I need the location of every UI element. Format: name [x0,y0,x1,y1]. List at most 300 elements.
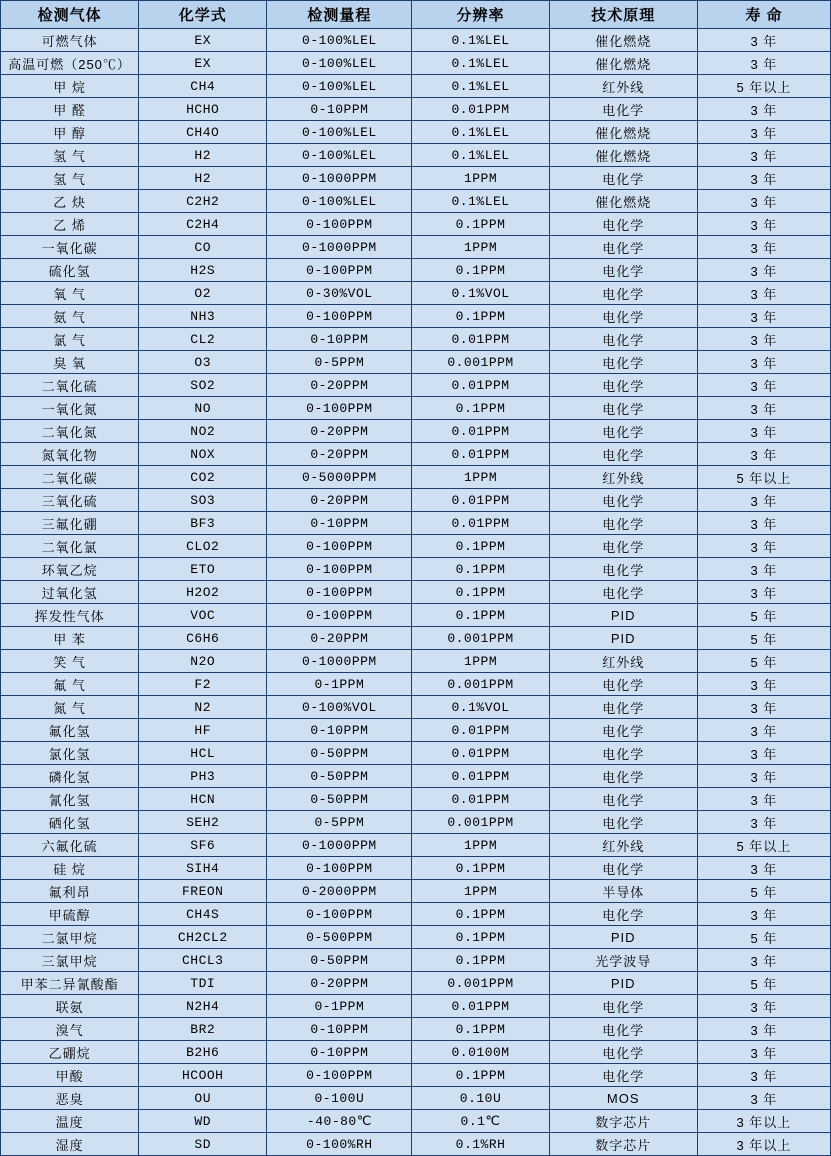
table-row [1,995,831,1018]
cell-resolution: 0.1%LEL [412,121,549,144]
cell-technical-principle: MOS [549,1087,697,1110]
cell-chemical-formula: O3 [139,351,267,374]
cell-lifespan: 3 年 [697,765,830,788]
cell-chemical-formula: FREON [139,880,267,903]
table-row [1,236,831,259]
column-header-chemical-formula: 化学式 [139,1,267,29]
cell-gas-name: 一氧化碳 [1,236,139,259]
cell-gas-name: 笑 气 [1,650,139,673]
cell-detection-range: 0-100PPM [267,604,412,627]
cell-technical-principle: 电化学 [549,811,697,834]
cell-lifespan: 3 年 [697,29,830,52]
cell-lifespan: 3 年 [697,581,830,604]
cell-gas-name: 甲酸 [1,1064,139,1087]
cell-lifespan: 5 年 [697,604,830,627]
cell-resolution: 0.1PPM [412,1018,549,1041]
cell-chemical-formula: C2H4 [139,213,267,236]
cell-gas-name: 甲 醛 [1,98,139,121]
cell-technical-principle: 电化学 [549,167,697,190]
cell-lifespan: 3 年 [697,995,830,1018]
cell-detection-range: 0-1000PPM [267,834,412,857]
cell-lifespan: 3 年 [697,742,830,765]
cell-lifespan: 3 年 [697,305,830,328]
cell-chemical-formula: H2S [139,259,267,282]
cell-technical-principle: 电化学 [549,328,697,351]
cell-technical-principle: 数字芯片 [549,1133,697,1156]
cell-chemical-formula: SD [139,1133,267,1156]
cell-chemical-formula: BR2 [139,1018,267,1041]
cell-detection-range: 0-100%VOL [267,696,412,719]
table-row [1,282,831,305]
cell-technical-principle: 电化学 [549,788,697,811]
cell-technical-principle: 电化学 [549,673,697,696]
cell-resolution: 0.1PPM [412,397,549,420]
cell-technical-principle: 光学波导 [549,949,697,972]
cell-chemical-formula: N2H4 [139,995,267,1018]
cell-technical-principle: 数字芯片 [549,1110,697,1133]
cell-detection-range: 0-10PPM [267,98,412,121]
cell-technical-principle: 红外线 [549,466,697,489]
cell-gas-name: 甲 醇 [1,121,139,144]
cell-detection-range: 0-100U [267,1087,412,1110]
table-row [1,29,831,52]
cell-detection-range: 0-1PPM [267,995,412,1018]
cell-resolution: 0.1PPM [412,581,549,604]
table-row [1,1110,831,1133]
cell-technical-principle: 催化燃烧 [549,144,697,167]
cell-resolution: 0.1PPM [412,535,549,558]
cell-resolution: 0.1%LEL [412,190,549,213]
cell-resolution: 0.1%LEL [412,144,549,167]
cell-detection-range: 0-2000PPM [267,880,412,903]
cell-lifespan: 3 年 [697,443,830,466]
cell-gas-name: 氮 气 [1,696,139,719]
cell-resolution: 0.1PPM [412,1064,549,1087]
cell-detection-range: 0-1000PPM [267,236,412,259]
table-row [1,880,831,903]
cell-resolution: 0.1PPM [412,604,549,627]
cell-gas-name: 恶臭 [1,1087,139,1110]
cell-resolution: 0.1PPM [412,259,549,282]
table-row [1,903,831,926]
table-row [1,1064,831,1087]
cell-detection-range: 0-50PPM [267,788,412,811]
cell-technical-principle: 电化学 [549,489,697,512]
cell-detection-range: 0-1000PPM [267,167,412,190]
column-header-resolution: 分辨率 [412,1,549,29]
cell-gas-name: 硒化氢 [1,811,139,834]
table-row [1,650,831,673]
table-row [1,1087,831,1110]
cell-resolution: 0.1PPM [412,305,549,328]
cell-chemical-formula: SO3 [139,489,267,512]
cell-lifespan: 3 年 [697,374,830,397]
cell-lifespan: 5 年 [697,972,830,995]
cell-technical-principle: 电化学 [549,903,697,926]
cell-technical-principle: PID [549,972,697,995]
cell-chemical-formula: NO2 [139,420,267,443]
cell-lifespan: 3 年 [697,1041,830,1064]
cell-detection-range: 0-20PPM [267,972,412,995]
table-row [1,673,831,696]
table-row [1,259,831,282]
cell-technical-principle: PID [549,604,697,627]
cell-detection-range: 0-100%RH [267,1133,412,1156]
cell-lifespan: 3 年 [697,236,830,259]
cell-technical-principle: 电化学 [549,995,697,1018]
cell-chemical-formula: C6H6 [139,627,267,650]
cell-lifespan: 3 年 [697,1064,830,1087]
cell-gas-name: 二氧化氯 [1,535,139,558]
cell-technical-principle: 电化学 [549,98,697,121]
cell-chemical-formula: OU [139,1087,267,1110]
cell-resolution: 1PPM [412,236,549,259]
table-row [1,213,831,236]
cell-resolution: 0.01PPM [412,995,549,1018]
cell-chemical-formula: SIH4 [139,857,267,880]
cell-lifespan: 3 年 [697,420,830,443]
cell-chemical-formula: N2 [139,696,267,719]
cell-detection-range: 0-5000PPM [267,466,412,489]
cell-chemical-formula: H2 [139,167,267,190]
cell-gas-name: 二氯甲烷 [1,926,139,949]
cell-gas-name: 过氧化氢 [1,581,139,604]
cell-gas-name: 挥发性气体 [1,604,139,627]
cell-technical-principle: 电化学 [549,443,697,466]
cell-detection-range: 0-100%LEL [267,144,412,167]
cell-resolution: 0.1PPM [412,558,549,581]
cell-resolution: 0.01PPM [412,374,549,397]
table-row [1,351,831,374]
cell-technical-principle: 电化学 [549,857,697,880]
cell-lifespan: 5 年以上 [697,466,830,489]
table-row [1,1018,831,1041]
cell-lifespan: 3 年 [697,949,830,972]
cell-technical-principle: 红外线 [549,834,697,857]
table-row [1,1133,831,1156]
cell-chemical-formula: PH3 [139,765,267,788]
cell-chemical-formula: SO2 [139,374,267,397]
table-row [1,696,831,719]
table-row [1,604,831,627]
column-header-lifespan: 寿 命 [697,1,830,29]
cell-detection-range: 0-100PPM [267,1064,412,1087]
cell-gas-name: 高温可燃（250℃） [1,52,139,75]
table-row [1,328,831,351]
cell-technical-principle: 电化学 [549,259,697,282]
cell-detection-range: 0-10PPM [267,512,412,535]
cell-chemical-formula: NO [139,397,267,420]
cell-chemical-formula: N2O [139,650,267,673]
table-row [1,627,831,650]
cell-detection-range: 0-500PPM [267,926,412,949]
cell-chemical-formula: HCHO [139,98,267,121]
cell-gas-name: 乙 炔 [1,190,139,213]
cell-technical-principle: 电化学 [549,742,697,765]
cell-chemical-formula: O2 [139,282,267,305]
cell-lifespan: 3 年 [697,167,830,190]
cell-lifespan: 3 年 [697,558,830,581]
cell-resolution: 0.10U [412,1087,549,1110]
cell-gas-name: 湿度 [1,1133,139,1156]
cell-chemical-formula: NOX [139,443,267,466]
cell-resolution: 0.001PPM [412,627,549,650]
cell-resolution: 0.01PPM [412,765,549,788]
cell-technical-principle: 电化学 [549,535,697,558]
cell-lifespan: 3 年 [697,351,830,374]
cell-chemical-formula: HCL [139,742,267,765]
cell-gas-name: 甲 苯 [1,627,139,650]
table-row [1,834,831,857]
table-row [1,558,831,581]
cell-resolution: 0.1%VOL [412,282,549,305]
cell-gas-name: 三氯甲烷 [1,949,139,972]
cell-lifespan: 3 年 [697,190,830,213]
cell-resolution: 0.1PPM [412,949,549,972]
cell-lifespan: 3 年 [697,489,830,512]
cell-gas-name: 一氧化氮 [1,397,139,420]
cell-detection-range: 0-100%LEL [267,121,412,144]
cell-detection-range: 0-10PPM [267,328,412,351]
cell-technical-principle: 电化学 [549,397,697,420]
cell-lifespan: 3 年 [697,788,830,811]
cell-detection-range: 0-5PPM [267,351,412,374]
table-row [1,121,831,144]
cell-resolution: 0.0100M [412,1041,549,1064]
cell-chemical-formula: HCOOH [139,1064,267,1087]
cell-chemical-formula: VOC [139,604,267,627]
cell-resolution: 0.1%LEL [412,75,549,98]
table-row [1,788,831,811]
cell-resolution: 0.1PPM [412,926,549,949]
cell-detection-range: 0-100%LEL [267,52,412,75]
table-row [1,374,831,397]
cell-gas-name: 氨 气 [1,305,139,328]
cell-resolution: 1PPM [412,880,549,903]
cell-technical-principle: 催化燃烧 [549,29,697,52]
cell-detection-range: 0-20PPM [267,443,412,466]
cell-chemical-formula: CH2CL2 [139,926,267,949]
cell-gas-name: 三氟化硼 [1,512,139,535]
table-row [1,811,831,834]
cell-lifespan: 3 年 [697,259,830,282]
table-row [1,512,831,535]
cell-lifespan: 3 年 [697,673,830,696]
cell-gas-name: 磷化氢 [1,765,139,788]
table-row [1,167,831,190]
cell-detection-range: 0-100PPM [267,213,412,236]
cell-chemical-formula: BF3 [139,512,267,535]
cell-lifespan: 3 年 [697,52,830,75]
cell-lifespan: 5 年 [697,926,830,949]
cell-gas-name: 氟利昂 [1,880,139,903]
cell-resolution: 0.1%RH [412,1133,549,1156]
cell-detection-range: 0-100PPM [267,305,412,328]
cell-lifespan: 3 年 [697,1087,830,1110]
cell-technical-principle: 电化学 [549,374,697,397]
cell-detection-range: 0-10PPM [267,1018,412,1041]
cell-technical-principle: 电化学 [549,351,697,374]
table-row [1,1041,831,1064]
cell-lifespan: 3 年 [697,857,830,880]
cell-technical-principle: 电化学 [549,719,697,742]
cell-lifespan: 3 年 [697,535,830,558]
cell-gas-name: 氮氧化物 [1,443,139,466]
cell-chemical-formula: SEH2 [139,811,267,834]
cell-gas-name: 可燃气体 [1,29,139,52]
cell-gas-name: 氧 气 [1,282,139,305]
cell-resolution: 1PPM [412,650,549,673]
cell-chemical-formula: HF [139,719,267,742]
cell-lifespan: 3 年 [697,121,830,144]
cell-detection-range: 0-100PPM [267,581,412,604]
cell-lifespan: 5 年 [697,627,830,650]
cell-resolution: 1PPM [412,834,549,857]
table-header-row [1,1,831,29]
cell-lifespan: 3 年 [697,213,830,236]
table-row [1,742,831,765]
cell-lifespan: 5 年 [697,880,830,903]
cell-lifespan: 3 年 [697,719,830,742]
cell-lifespan: 3 年以上 [697,1110,830,1133]
cell-chemical-formula: EX [139,29,267,52]
table-row [1,949,831,972]
cell-detection-range: 0-50PPM [267,949,412,972]
cell-detection-range: 0-100PPM [267,857,412,880]
cell-lifespan: 3 年 [697,512,830,535]
cell-chemical-formula: CHCL3 [139,949,267,972]
cell-resolution: 0.01PPM [412,443,549,466]
column-header-gas-name: 检测气体 [1,1,139,29]
cell-resolution: 0.001PPM [412,972,549,995]
cell-detection-range: 0-20PPM [267,420,412,443]
cell-technical-principle: 红外线 [549,650,697,673]
cell-resolution: 0.01PPM [412,420,549,443]
cell-lifespan: 5 年以上 [697,834,830,857]
cell-lifespan: 3 年 [697,811,830,834]
cell-detection-range: 0-100PPM [267,259,412,282]
cell-chemical-formula: TDI [139,972,267,995]
cell-lifespan: 3 年 [697,144,830,167]
cell-resolution: 0.1PPM [412,213,549,236]
cell-lifespan: 3 年 [697,696,830,719]
cell-resolution: 0.01PPM [412,328,549,351]
cell-detection-range: 0-1000PPM [267,650,412,673]
cell-gas-name: 二氧化碳 [1,466,139,489]
cell-technical-principle: 电化学 [549,1018,697,1041]
cell-chemical-formula: H2O2 [139,581,267,604]
cell-detection-range: 0-50PPM [267,765,412,788]
cell-resolution: 0.01PPM [412,719,549,742]
cell-chemical-formula: CLO2 [139,535,267,558]
cell-lifespan: 5 年 [697,650,830,673]
table-row [1,719,831,742]
cell-detection-range: 0-100%LEL [267,190,412,213]
cell-gas-name: 硫化氢 [1,259,139,282]
cell-technical-principle: 电化学 [549,1064,697,1087]
table-row [1,397,831,420]
cell-gas-name: 三氧化硫 [1,489,139,512]
cell-technical-principle: 电化学 [549,581,697,604]
cell-chemical-formula: F2 [139,673,267,696]
cell-detection-range: 0-100%LEL [267,75,412,98]
cell-technical-principle: 电化学 [549,765,697,788]
cell-technical-principle: 电化学 [549,696,697,719]
cell-gas-name: 二氧化硫 [1,374,139,397]
cell-resolution: 1PPM [412,466,549,489]
cell-gas-name: 联氨 [1,995,139,1018]
cell-detection-range: 0-100PPM [267,535,412,558]
cell-gas-name: 六氟化硫 [1,834,139,857]
cell-gas-name: 甲 烷 [1,75,139,98]
cell-technical-principle: 红外线 [549,75,697,98]
cell-resolution: 0.1PPM [412,903,549,926]
table-row [1,75,831,98]
cell-lifespan: 5 年以上 [697,75,830,98]
cell-resolution: 0.001PPM [412,351,549,374]
table-row [1,972,831,995]
cell-detection-range: 0-30%VOL [267,282,412,305]
table-row [1,926,831,949]
cell-technical-principle: 电化学 [549,558,697,581]
table-row [1,489,831,512]
cell-gas-name: 氯化氢 [1,742,139,765]
cell-resolution: 0.1%LEL [412,29,549,52]
cell-chemical-formula: EX [139,52,267,75]
cell-technical-principle: 催化燃烧 [549,190,697,213]
cell-chemical-formula: CL2 [139,328,267,351]
table-row [1,535,831,558]
cell-chemical-formula: CO2 [139,466,267,489]
table-row [1,420,831,443]
cell-chemical-formula: NH3 [139,305,267,328]
cell-lifespan: 3 年 [697,328,830,351]
cell-resolution: 0.1%VOL [412,696,549,719]
cell-technical-principle: 电化学 [549,236,697,259]
table-row [1,857,831,880]
cell-detection-range: 0-10PPM [267,1041,412,1064]
cell-detection-range: 0-10PPM [267,719,412,742]
cell-lifespan: 3 年 [697,397,830,420]
cell-chemical-formula: ETO [139,558,267,581]
table-row [1,581,831,604]
cell-gas-name: 二氧化氮 [1,420,139,443]
cell-detection-range: 0-50PPM [267,742,412,765]
cell-technical-principle: 半导体 [549,880,697,903]
cell-technical-principle: 催化燃烧 [549,121,697,144]
cell-detection-range: 0-1PPM [267,673,412,696]
cell-technical-principle: 电化学 [549,282,697,305]
cell-detection-range: 0-5PPM [267,811,412,834]
table-body [1,29,831,1156]
cell-gas-name: 环氧乙烷 [1,558,139,581]
cell-gas-name: 氟化氢 [1,719,139,742]
cell-gas-name: 甲苯二异氰酸酯 [1,972,139,995]
cell-technical-principle: 电化学 [549,305,697,328]
cell-resolution: 0.01PPM [412,742,549,765]
cell-gas-name: 氢 气 [1,167,139,190]
cell-chemical-formula: CH4 [139,75,267,98]
table-row [1,305,831,328]
cell-chemical-formula: SF6 [139,834,267,857]
table-row [1,443,831,466]
table-row [1,52,831,75]
cell-technical-principle: 电化学 [549,213,697,236]
cell-detection-range: 0-20PPM [267,374,412,397]
cell-chemical-formula: H2 [139,144,267,167]
cell-chemical-formula: CH4S [139,903,267,926]
cell-chemical-formula: HCN [139,788,267,811]
